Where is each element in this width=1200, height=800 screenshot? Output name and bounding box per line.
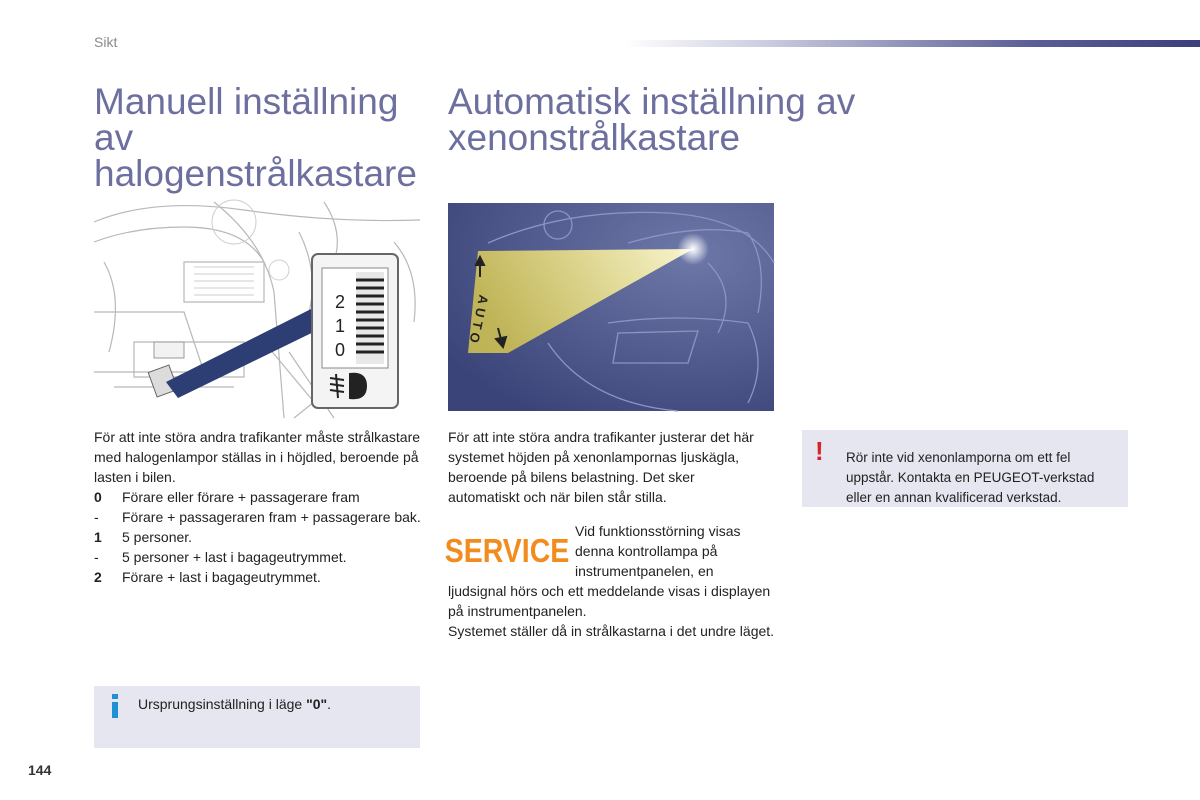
right-heading: Automatisk inställning av xenonstrålkastare [448, 81, 856, 158]
list-item: 2 Förare + last i bagageutrymmet. [94, 569, 321, 585]
section-label: Sikt [94, 34, 118, 50]
xenon-headlamp-illustration [448, 203, 774, 411]
list-item: - Förare + passageraren fram + passagerare bak. [94, 509, 421, 525]
header-bar [625, 40, 1200, 47]
service-final-text: Systemet ställer då in strålkastarna i det undre läget. [448, 623, 775, 639]
info-note-text: Ursprungsinställning i läge "0". [138, 696, 332, 712]
service-side-text: Vid funktionsstörning visas denna kontrollampa på instrumentpanelen, en [575, 523, 741, 579]
page-number: 144 [28, 762, 52, 778]
load-list [94, 487, 424, 587]
service-rest-text: ljudsignal hörs och ett meddelande visas i displayen på instrumentpanelen. [448, 583, 771, 619]
left-intro: För att inte störa andra trafikanter måste strålkastare med halogenlampor ställas in i höjdled, beroende på lasten i bilen. [94, 429, 421, 485]
dashboard-illustration [94, 202, 420, 418]
service-warning-icon [444, 532, 570, 570]
list-item: 1 5 personer. [94, 529, 193, 545]
list-item: 0 Förare eller förare + passagerare fram [94, 489, 360, 505]
warning-icon: ! [815, 436, 824, 466]
right-intro: För att inte störa andra trafikanter justerar det här systemet höjden på xenonlampornas ljuskägla, beroende på bilens belastning. Det sker automatiskt och när bilen står stilla. [448, 429, 754, 505]
info-icon [108, 694, 122, 718]
left-heading: Manuell inställning av halogenstrålkastare [94, 81, 417, 194]
service-logo-text: SERVICE [444, 532, 570, 570]
auto-label: AUTO [465, 293, 492, 349]
list-item: - 5 personer + last i bagageutrymmet. [94, 549, 347, 565]
service-rest [448, 581, 778, 641]
dial-mark-1: 1 [334, 316, 346, 336]
warning-text: Rör inte vid xenonlamporna om ett fel uppstår. Kontakta en PEUGEOT-verkstad eller en annan kvalificerad verkstad. [846, 449, 1095, 505]
dial-mark-2: 2 [334, 292, 346, 312]
dial-mark-0: 0 [334, 340, 346, 360]
